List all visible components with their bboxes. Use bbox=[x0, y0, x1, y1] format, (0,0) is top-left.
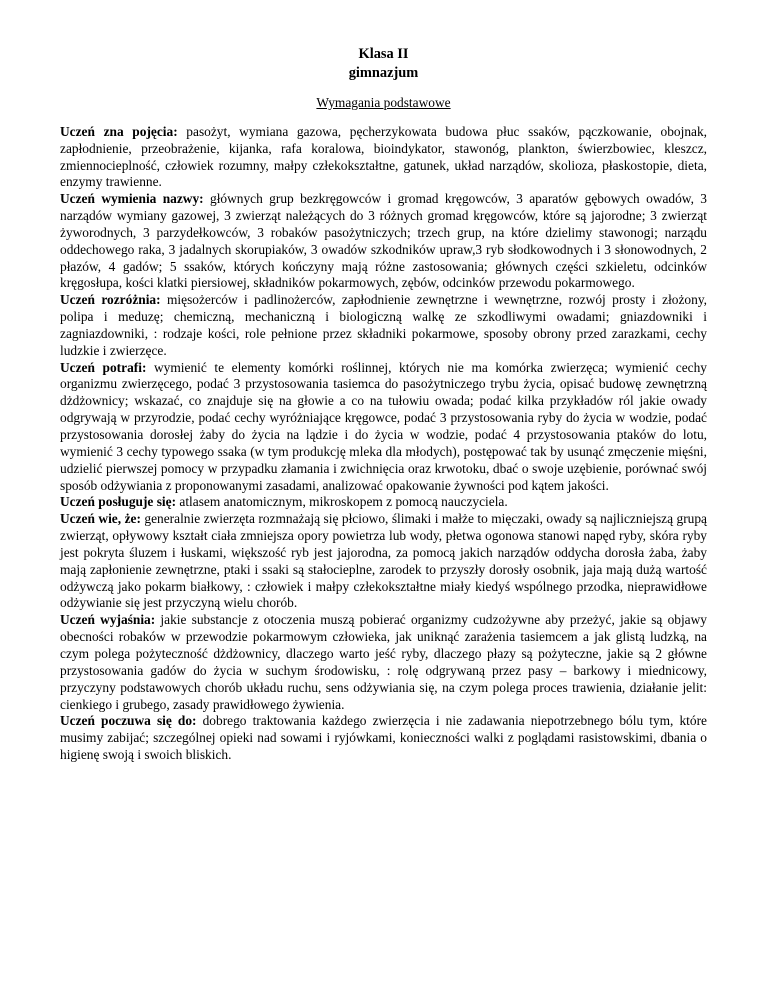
requirements-body bbox=[60, 124, 707, 764]
document-subtitle: Wymagania podstawowe bbox=[316, 94, 451, 110]
section-text: wymienić te elementy komórki roślinnej, których nie ma komórka zwierzęca; wymienić cechy organizmu zwierzęcego, podać 3 przystosowania tasiemca do pasożytniczego trybu życia, opisać budowę zewnętrzną dżdżownicy; wskazać, co znajduje się na głowie a co na tułowiu owada; podać kilka przykładów ról jakie owady odgrywają w przyrodzie, podać cechy wyróżniające kręgowce, podać 3 przystosowania ryby do życia w wodzie, podać przystosowania dorosłej żaby do życia na lądzie i do życia w wodzie, podać 4 przystosowania ptaków do lotu, wymienić 3 cechy typowego ssaka (w tym produkcję mleka dla młodych), postępować tak by usunąć zmęczenie mięśni, udzielić pierwszej pomocy w przypadku złamania i zwichnięcia oraz krwotoku, dbać o swoje uzębienie, porównać swój sposób odżywiania z proponowanymi zasadami, analizować opakowanie żywności pod kątem jakości. bbox=[60, 359, 707, 493]
document-title bbox=[60, 45, 707, 84]
section-label: Uczeń wyjaśnia: bbox=[60, 612, 156, 628]
document-page bbox=[60, 45, 707, 764]
section-label: Uczeń wie, że: bbox=[60, 511, 141, 527]
section-text: generalnie zwierzęta rozmnażają się płciowo, ślimaki i małże to mięczaki, owady są najliczniejszą grupą zwierząt, opływowy kształt ciała zmniejsza opory powietrza lub wody, płetwa ogonowa stanowi napęd ryby, skóra ryby jest pokryta śluzem i łuskami, większość ryb jest jajorodna, za pomocą jakich narządów oddycha dorosła żaba, żaby mają zapłonienie zewnętrzne, ptaki i ssaki są stałocieplne, zarodek to przyszły dorosły osobnik, jaja mają dużą wartość odżywczą jako pokarm białkowy, : człowiek i małpy człekokształtne miały kiedyś wspólnego przodka, nieprawidłowe odżywianie się jest przyczyną wielu chorób. bbox=[60, 511, 708, 611]
section-text: pasożyt, wymiana gazowa, pęcherzykowata budowa płuc ssaków, pączkowanie, obojnak, zapłodnienie, przeobrażenie, kijanka, rafa koralowa, bioindykator, stawonóg, plankton, świerzbowiec, kleszcz, zmiennocieplność, człowiek rozumny, małpy człekokształtne, gatunek, układ narządów, skolioza, płaskostopie, dieta, enzymy trawienne. bbox=[60, 123, 707, 190]
section-rozroznia bbox=[60, 292, 707, 359]
section-text: głównych grup bezkręgowców i gromad kręgowców, 3 aparatów gębowych owadów, 3 narządów wymiany gazowej, 3 zwierząt należących do 3 różnych gromad kręgowców, które są jajorodne; 3 zwierząt żyworodnych, 3 parzydełkowców, 3 robaków pasożytniczych; trzech grup, na które dzielimy stawonogi; narządu oddechowego raka, 3 jadalnych skorupiaków, 3 owadów szkodników upraw,3 ryb słodkowodnych i 3 słonowodnych, 2 płazów, 4 gadów; 5 ssaków, których kończyny mają różne zastosowania; głównych części szkieletu, odcinków kręgosłupa, kości klatki piersiowej, składników pokarmowych, zębów, odcinków przewodu pokarmowego. bbox=[60, 191, 707, 291]
section-text: atlasem anatomicznym, mikroskopem z pomocą nauczyciela. bbox=[176, 494, 508, 510]
title-class: Klasa II bbox=[358, 46, 409, 62]
section-posluguje-sie bbox=[60, 494, 707, 511]
section-wie-ze bbox=[60, 511, 707, 612]
section-label: Uczeń zna pojęcia: bbox=[60, 123, 178, 139]
section-label: Uczeń potrafi: bbox=[60, 359, 147, 375]
section-poczuwa-sie bbox=[60, 713, 707, 764]
section-label: Uczeń rozróżnia: bbox=[60, 292, 161, 308]
section-zna-pojecia bbox=[60, 124, 707, 191]
section-text: jakie substancje z otoczenia muszą pobierać organizmy cudzożywne aby przeżyć, jakie są objawy obecności robaków w przewodzie pokarmowym człowieka, jak uniknąć zarażenia tasiemcem a jak glistą ludzką, na czym polega pożyteczność dżdżownicy, dlaczego warto jeść ryby, dlaczego płazy są pożyteczne, jakie są 2 główne przystosowania gadów do życia w suchym środowisku, : rolę odgrywaną przez pasy – barkowy i miednicowy, przyczyny podstawowych chorób układu ruchu, sens odżywiania się, na czym polega proces trawienia, działanie jelit: cienkiego i grubego, zasady prawidłowego żywienia. bbox=[60, 612, 707, 712]
section-label: Uczeń posługuje się: bbox=[60, 494, 177, 510]
section-wyjasnia bbox=[60, 612, 707, 713]
section-potrafi bbox=[60, 360, 707, 495]
section-text: mięsożerców i padlinożerców, zapłodnienie zewnętrzne i wewnętrzne, rozwój prosty i złożony, polipa i meduzę; chemiczną, mechaniczną i biologiczną walkę ze szkodliwymi owadami; gniazdowniki i zagniazdowniki, : rodzaje kości, role pełnione przez składniki pokarmowe, sposoby obrony przed zarazkami, cechy ludzkie i zwierzęce. bbox=[60, 292, 707, 358]
section-wymienia-nazwy bbox=[60, 191, 707, 292]
section-label: Uczeń poczuwa się do: bbox=[60, 713, 197, 729]
section-text: dobrego traktowania każdego zwierzęcia i nie zadawania niepotrzebnego bólu tym, które musimy zabijać; szczególnej opieki nad sowami i ryjówkami, konieczności walki z poglądami rasistowskimi, dbania o higienę swoją i swoich bliskich. bbox=[60, 713, 708, 763]
section-label: Uczeń wymienia nazwy: bbox=[60, 191, 204, 207]
title-school: gimnazjum bbox=[348, 65, 419, 82]
